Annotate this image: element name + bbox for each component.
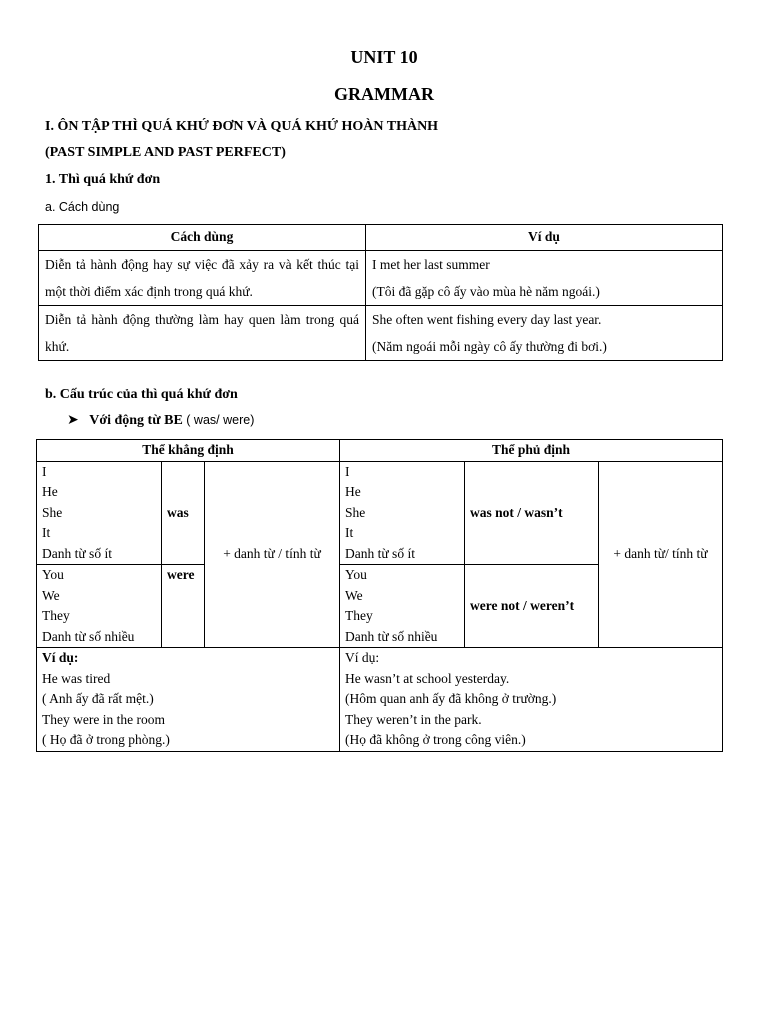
example-line: They were in the room [42, 711, 165, 727]
table-row [39, 251, 723, 306]
subject: She [345, 504, 366, 520]
example-line: (Họ đã không ở trong công viên.) [345, 732, 526, 747]
subject: It [345, 525, 354, 540]
negative-singular-verb: was not / wasn’t [465, 461, 599, 565]
section-heading: I. ÔN TẬP THÌ QUÁ KHỨ ĐƠN VÀ QUÁ KHỨ HOÀN THÀNH [45, 119, 439, 134]
negative-header: Thể phủ định [340, 440, 723, 462]
example-line: ( Anh ấy đã rất mệt.) [42, 691, 154, 706]
usage-table-header-row [39, 225, 723, 251]
subject: We [42, 587, 60, 603]
table-row [37, 461, 723, 565]
usage-table [38, 224, 723, 361]
subject: They [345, 608, 373, 623]
structure-heading: b. Cấu trúc của thì quá khứ đơn [45, 387, 238, 402]
example-label: Ví dụ: [345, 650, 380, 665]
negative-complement: + danh từ/ tính từ [599, 461, 723, 648]
subject: He [345, 484, 361, 499]
subject: Danh từ số nhiều [345, 628, 438, 644]
affirmative-examples-cell [37, 648, 340, 752]
subject: We [345, 587, 363, 603]
negative-plural-verb: were not / weren’t [465, 565, 599, 648]
subject: He [42, 484, 58, 499]
plural-subjects-cell [37, 565, 162, 648]
subject: Danh từ số nhiều [42, 628, 135, 644]
subject: They [42, 608, 70, 623]
subsection-heading: 1. Thì quá khứ đơn [45, 172, 161, 187]
example-line: He wasn’t at school yesterday. [345, 670, 510, 686]
example-translation: (Tôi đã gặp cô ấy vào mùa hè năm ngoái.) [372, 284, 600, 299]
subject: Danh từ số ít [42, 545, 112, 561]
subject: She [42, 504, 63, 520]
example-english: She often went fishing every day last year. [372, 312, 602, 327]
table-row [39, 306, 723, 361]
example-column-header: Ví dụ [366, 225, 723, 251]
affirmative-header: Thể khẳng định [37, 440, 340, 462]
usage-cell: Diễn tả hành động hay sự việc đã xảy ra và kết thúc tại một thời điểm xác định trong quá khứ. [39, 251, 366, 306]
subject: It [42, 525, 51, 540]
example-english: I met her last summer [372, 257, 490, 272]
example-cell [366, 251, 723, 306]
subject: You [345, 567, 367, 582]
be-bullet-forms: ( was/ were) [182, 413, 255, 427]
example-line: (Hôm quan anh ấy đã không ở trường.) [345, 691, 557, 706]
example-line: He was tired [42, 670, 111, 686]
plural-subjects-cell [340, 565, 465, 648]
grammar-title: GRAMMAR [334, 84, 434, 104]
subject: Danh từ số ít [345, 545, 415, 561]
singular-subjects-cell [340, 461, 465, 565]
affirmative-complement: + danh từ / tính từ [205, 461, 340, 648]
table-row [37, 648, 723, 752]
usage-column-header: Cách dùng [39, 225, 366, 251]
example-cell [366, 306, 723, 361]
section-subheading: (PAST SIMPLE AND PAST PERFECT) [45, 145, 286, 160]
affirmative-plural-verb: were [162, 565, 205, 648]
example-label: Ví dụ: [42, 650, 79, 665]
singular-subjects-cell [37, 461, 162, 565]
example-translation: (Năm ngoái mỗi ngày cô ấy thường đi bơi.) [372, 339, 607, 354]
arrow-bullet-icon: ➤ [67, 412, 79, 428]
be-bullet-title: Với động từ BE [89, 413, 183, 428]
usage-cell: Diễn tả hành động thường làm hay quen làm trong quá khứ. [39, 306, 366, 361]
subject: You [42, 567, 64, 582]
example-line: ( Họ đã ở trong phòng.) [42, 732, 170, 747]
usage-label: a. Cách dùng [45, 200, 120, 214]
unit-title: UNIT 10 [350, 47, 418, 67]
be-table-header-row [37, 440, 723, 462]
subject: I [42, 463, 47, 479]
be-bullet [67, 412, 254, 429]
example-line: They weren’t in the park. [345, 711, 482, 727]
subject: I [345, 463, 350, 479]
be-verb-table [36, 439, 723, 752]
affirmative-singular-verb: was [162, 461, 205, 565]
negative-examples-cell [340, 648, 723, 752]
